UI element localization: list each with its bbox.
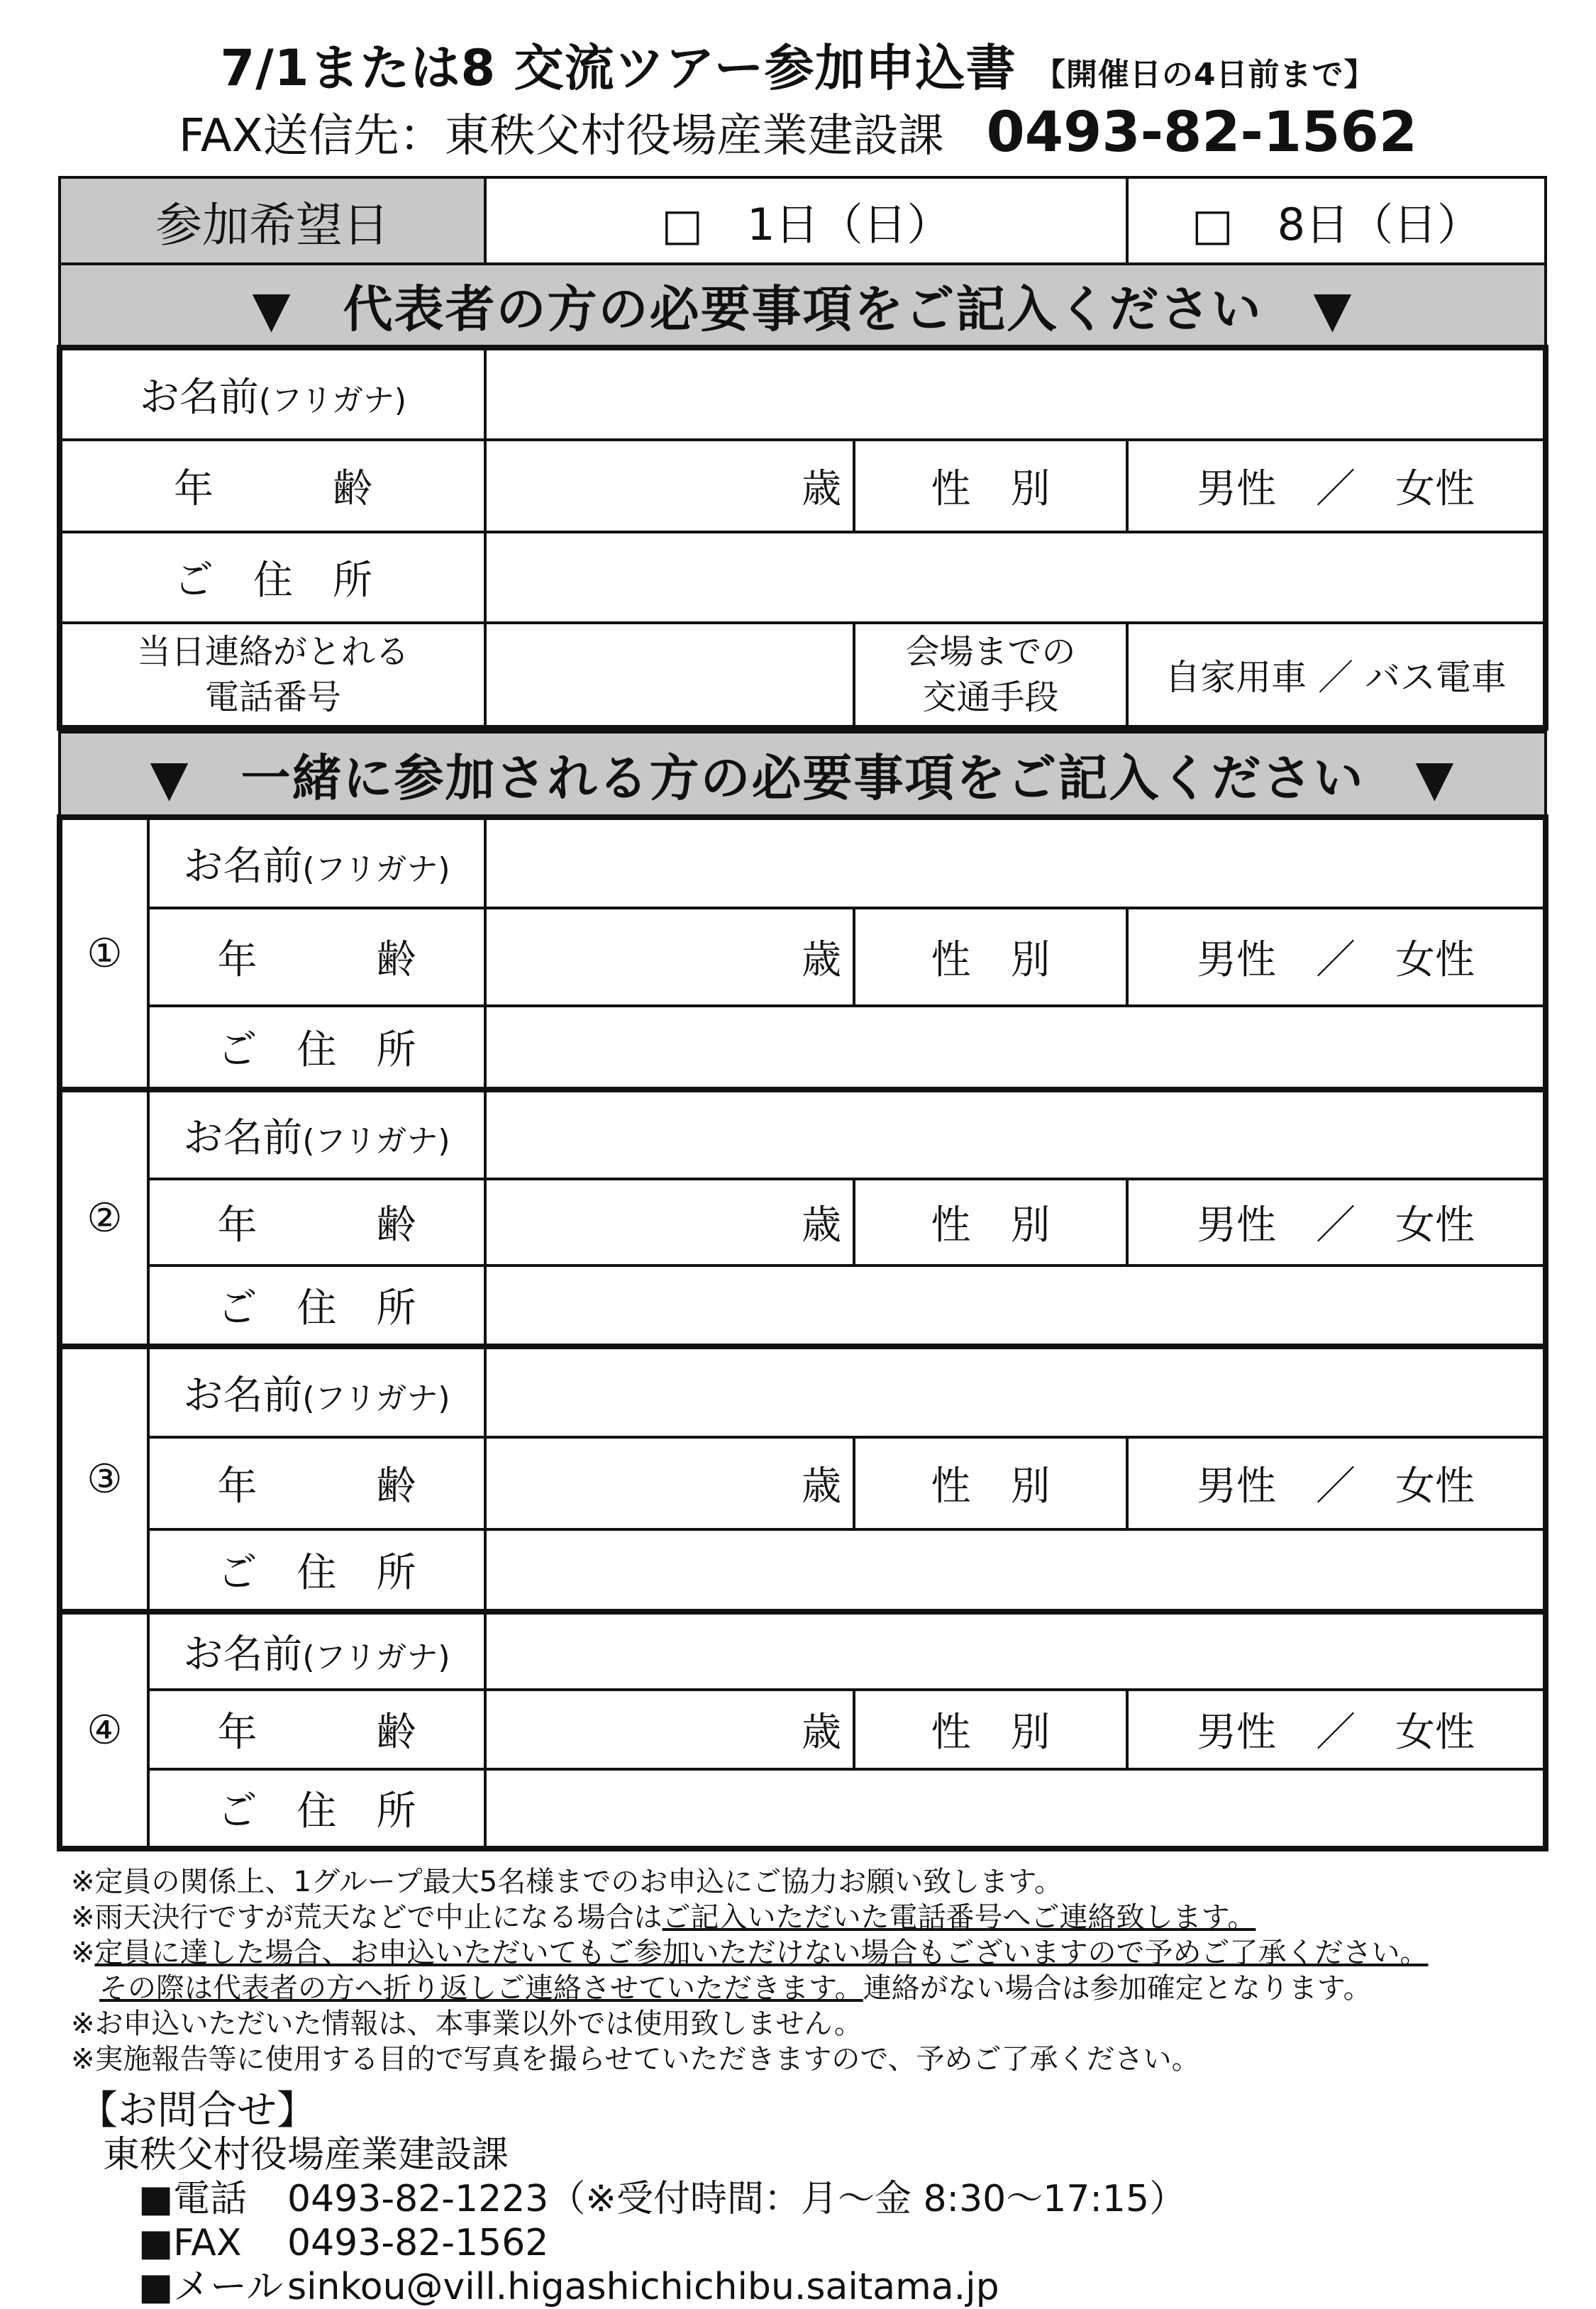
companion-address-label: ご 住 所 (148, 1529, 485, 1612)
fax-value: 0493-82-1562 (287, 2222, 549, 2264)
mail-key: ■メール (138, 2266, 284, 2308)
contact-fax (138, 2221, 1186, 2265)
companion-sex-options[interactable]: 男性 ／ 女性 (1127, 1437, 1546, 1529)
companion-sex-label: 性 別 (854, 908, 1127, 1006)
name-label: お名前 (183, 1632, 303, 1678)
companion-age-field[interactable]: 歳 (485, 1690, 854, 1769)
contact-info (71, 2089, 1186, 2309)
rep-name-field[interactable] (485, 348, 1546, 440)
fax-key: ■FAX (138, 2222, 242, 2264)
mail-value[interactable]: sinkou@vill.higashichichibu.saitama.jp (287, 2266, 999, 2308)
kana-label: (フリガナ) (302, 1639, 450, 1676)
contact-org: 東秩父村役場産業建設課 (103, 2134, 509, 2176)
companion-name-label (148, 1612, 485, 1690)
companion-sex-label: 性 別 (854, 1437, 1127, 1529)
date-option-8[interactable]: □ 8日（日） (1127, 177, 1546, 264)
representative-banner: ▼ 代表者の方の必要事項をご記入ください ▼ (60, 264, 1546, 348)
companion-age-label: 年 齢 (148, 1179, 485, 1266)
form-title (0, 28, 1596, 100)
rep-age-field[interactable]: 歳 (485, 440, 854, 532)
rep-address-label: ご 住 所 (60, 532, 485, 623)
form-title-text: 7/1または8 交流ツアー参加申込書 (220, 39, 1016, 97)
kana-label: (フリガナ) (258, 382, 407, 419)
companion-address-label: ご 住 所 (148, 1769, 485, 1849)
representative-table (57, 176, 1548, 731)
contact-mail (138, 2265, 1186, 2309)
companion-age-field[interactable]: 歳 (485, 1437, 854, 1529)
phone-label-line2: 電話番号 (204, 677, 341, 717)
note-capacity: ※定員の関係上、1グループ最大5名様までのお申込にご協力お願い致します。 (71, 1866, 1063, 1898)
rep-phone-label (60, 623, 485, 728)
notes (71, 1864, 1429, 2077)
companion-address-field[interactable] (485, 1769, 1546, 1849)
rep-transport-options[interactable]: 自家用車 ／ バス電車 (1127, 623, 1546, 728)
name-label: お名前 (139, 375, 259, 421)
rep-address-field[interactable] (485, 532, 1546, 623)
transport-label-line1: 会場までの (905, 632, 1076, 672)
note-full (71, 1935, 1429, 1971)
date-option-1[interactable]: □ 1日（日） (485, 177, 1127, 264)
companion-number: ② (60, 1090, 148, 1346)
rep-transport-label (854, 623, 1127, 728)
date-label: 参加希望日 (60, 177, 485, 264)
phone-key: ■電話 (138, 2178, 248, 2220)
rep-phone-field[interactable] (485, 623, 854, 728)
fax-destination (0, 99, 1596, 165)
companion-age-label: 年 齢 (148, 1690, 485, 1769)
companion-number: ① (60, 817, 148, 1090)
companion-address-label: ご 住 所 (148, 1266, 485, 1346)
rep-sex-label: 性 別 (854, 440, 1127, 532)
companion-name-field[interactable] (485, 1346, 1546, 1437)
companion-age-field[interactable]: 歳 (485, 908, 854, 1006)
transport-label-line2: 交通手段 (922, 677, 1059, 717)
deadline-note: 【開催日の4日前まで】 (1033, 57, 1376, 93)
companion-sex-options[interactable]: 男性 ／ 女性 (1127, 1179, 1546, 1266)
companion-address-field[interactable] (485, 1529, 1546, 1612)
fax-label: FAX送信先：東秩父村役場産業建設課 (178, 110, 944, 162)
note-weather (71, 1900, 1429, 1935)
rep-sex-options[interactable]: 男性 ／ 女性 (1127, 440, 1546, 532)
companion-sex-label: 性 別 (854, 1690, 1127, 1769)
companion-name-label (148, 1090, 485, 1179)
phone-label-line1: 当日連絡がとれる (136, 632, 409, 672)
note-photo: ※実施報告等に使用する目的で写真を撮らせていただきますので、予めご了承ください。 (71, 2043, 1200, 2076)
companion-sex-options[interactable]: 男性 ／ 女性 (1127, 908, 1546, 1006)
fax-number: 0493-82-1562 (986, 101, 1418, 165)
kana-label: (フリガナ) (302, 1380, 450, 1417)
note-callback-text: 連絡がない場合は参加確定となります。 (863, 1972, 1372, 2005)
name-label: お名前 (183, 843, 303, 890)
phone-value: 0493-82-1223（※受付時間：月～金 8:30～17:15） (287, 2178, 1187, 2220)
companion-name-field[interactable] (485, 1090, 1546, 1179)
companion-number: ③ (60, 1346, 148, 1612)
note-weather-underlined: ご記入いただいた電話番号へご連絡致します。 (662, 1901, 1256, 1934)
name-label: お名前 (183, 1115, 303, 1161)
kana-label: (フリガナ) (302, 1123, 450, 1159)
companion-age-label: 年 齢 (148, 908, 485, 1006)
rep-name-label (60, 348, 485, 440)
companion-sex-label: 性 別 (854, 1179, 1127, 1266)
companion-address-label: ご 住 所 (148, 1006, 485, 1090)
contact-heading: 【お問合せ】 (78, 2088, 316, 2134)
companion-name-label (148, 817, 485, 908)
companion-address-field[interactable] (485, 1006, 1546, 1090)
companion-address-field[interactable] (485, 1266, 1546, 1346)
rep-age-label: 年 齢 (60, 440, 485, 532)
companion-age-label: 年 齢 (148, 1437, 485, 1529)
companion-sex-options[interactable]: 男性 ／ 女性 (1127, 1690, 1546, 1769)
note-privacy: ※お申込いただいた情報は、本事業以外では使用致しません。 (71, 2008, 863, 2040)
companion-banner: ▼ 一緒に参加される方の必要事項をご記入ください ▼ (60, 732, 1546, 817)
note-callback-underlined: その際は代表者の方へ折り返しご連絡させていただきます。 (99, 1972, 863, 2005)
companion-name-field[interactable] (485, 1612, 1546, 1690)
companion-name-label (148, 1346, 485, 1437)
contact-phone (138, 2177, 1186, 2221)
name-label: お名前 (183, 1373, 303, 1419)
note-full-mark: ※ (71, 1937, 95, 1969)
note-callback (71, 1971, 1429, 2006)
companion-age-field[interactable]: 歳 (485, 1179, 854, 1266)
kana-label: (フリガナ) (302, 851, 450, 887)
companion-number: ④ (60, 1612, 148, 1849)
note-weather-text: ※雨天決行ですが荒天などで中止になる場合は (71, 1901, 663, 1934)
note-full-underlined: 定員に達した場合、お申込いただいてもご参加いただけない場合もございますので予めご了承ください。 (94, 1937, 1429, 1969)
companion-name-field[interactable] (485, 817, 1546, 908)
companion-table (57, 731, 1548, 1851)
